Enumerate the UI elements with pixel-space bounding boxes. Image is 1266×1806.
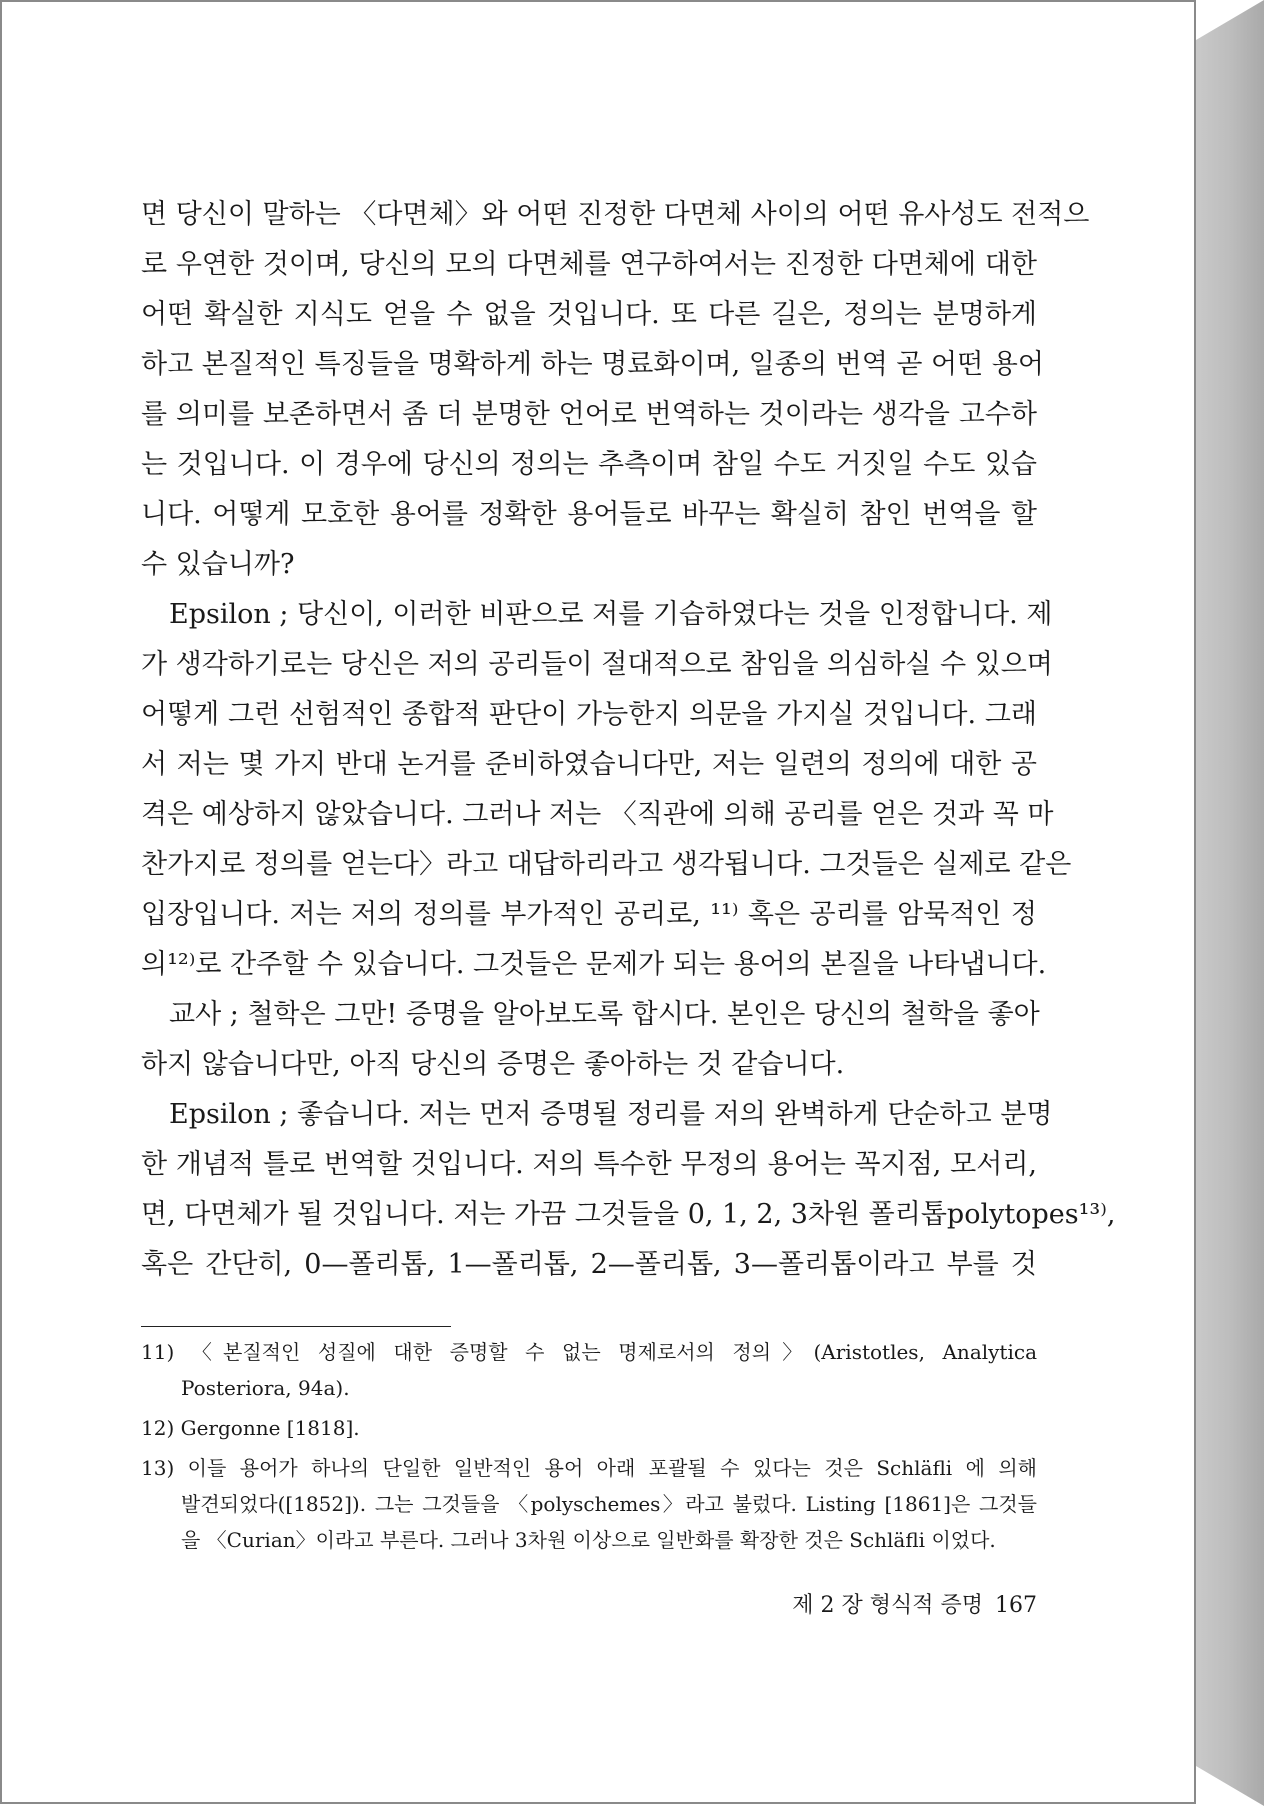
body-line: 찬가지로 정의를 얻는다〉라고 대답하리라고 생각됩니다. 그것들은 실제로 같은 <box>141 849 1072 880</box>
body-line: 의¹²⁾로 간주할 수 있습니다. 그것들은 문제가 되는 용어의 본질을 나타냅니다. <box>141 949 1047 980</box>
body-line: 입장입니다. 저는 저의 정의를 부가적인 공리로, ¹¹⁾ 혹은 공리를 암묵적인 정 <box>141 899 1037 930</box>
page-edge-corner-bottom <box>1196 1766 1264 1806</box>
footnote-rule <box>141 1326 451 1327</box>
page-edge-corner-top <box>1196 0 1264 40</box>
body-line: 를 의미를 보존하면서 좀 더 분명한 언어로 번역하는 것이라는 생각을 고수하 <box>141 399 1037 430</box>
chapter-title: 제 2 장 형식적 증명 <box>792 1593 983 1618</box>
body-line: 수 있습니까? <box>141 549 295 580</box>
body-line: 서 저는 몇 가지 반대 논거를 준비하였습니다만, 저는 일련의 정의에 대한 공 <box>141 749 1037 780</box>
page-edge-shadow <box>1196 0 1264 1806</box>
body-line: 로 우연한 것이며, 당신의 모의 다면체를 연구하여서는 진정한 다면체에 대한 <box>141 249 1037 280</box>
footnote-13-cont: 을 〈Curian〉이라고 부른다. 그러나 3차원 이상으로 일반화를 확장한 것은 Schläfli 이었다. <box>181 1528 996 1552</box>
footnote-12: 12) Gergonne [1818]. <box>141 1416 360 1440</box>
body-line: 가 생각하기로는 당신은 저의 공리들이 절대적으로 참임을 의심하실 수 있으며 <box>141 649 1053 680</box>
page-number: 167 <box>995 1593 1037 1618</box>
running-footer <box>680 1586 1037 1626</box>
body-text <box>141 190 1116 1290</box>
footnotes <box>141 1334 1037 1558</box>
body-line: 니다. 어떻게 모호한 용어를 정확한 용어들로 바꾸는 확실히 참인 번역을 할 <box>141 499 1037 530</box>
body-line: 어떻게 그런 선험적인 종합적 판단이 가능한지 의문을 가지실 것입니다. 그래 <box>141 699 1037 730</box>
body-line: 혹은 간단히, 0—폴리톱, 1—폴리톱, 2—폴리톱, 3—폴리톱이라고 부를 것 <box>141 1249 1037 1280</box>
body-line: 하지 않습니다만, 아직 당신의 증명은 좋아하는 것 같습니다. <box>141 1049 845 1080</box>
footnote-13-cont: 발견되었다([1852]). 그는 그것들을 〈polyschemes〉라고 불렀다. Listing [1861]은 그것들 <box>181 1492 1037 1516</box>
body-line: 는 것입니다. 이 경우에 당신의 정의는 추측이며 참일 수도 거짓일 수도 있습 <box>141 449 1037 480</box>
footnote-13: 13) 이들 용어가 하나의 단일한 일반적인 용어 아래 포괄될 수 있다는 것은 Schläfli 에 의해 <box>141 1456 1037 1480</box>
footnote-11-cont: Posteriora, 94a). <box>181 1376 350 1400</box>
body-line: 한 개념적 틀로 번역할 것입니다. 저의 특수한 무정의 용어는 꼭지점, 모서리, <box>141 1149 1037 1180</box>
footnote-11: 11) 〈본질적인 성질에 대한 증명할 수 없는 명제로서의 정의〉(Aristotles, Analytica <box>141 1340 1037 1364</box>
body-line: 격은 예상하지 않았습니다. 그러나 저는 〈직관에 의해 공리를 얻은 것과 꼭 마 <box>141 799 1054 830</box>
body-line: Epsilon ; 좋습니다. 저는 먼저 증명될 정리를 저의 완벽하게 단순하고 분명 <box>169 1099 1053 1130</box>
body-line: 하고 본질적인 특징들을 명확하게 하는 명료화이며, 일종의 번역 곧 어떤 용어 <box>141 349 1044 380</box>
body-line: 면 당신이 말하는 〈다면체〉와 어떤 진정한 다면체 사이의 어떤 유사성도 전적으 <box>141 199 1090 230</box>
body-line: 교사 ; 철학은 그만! 증명을 알아보도록 합시다. 본인은 당신의 철학을 좋아 <box>169 999 1040 1030</box>
body-line: Epsilon ; 당신이, 이러한 비판으로 저를 기습하였다는 것을 인정합니다. 제 <box>169 599 1053 630</box>
body-line: 어떤 확실한 지식도 얻을 수 없을 것입니다. 또 다른 길은, 정의는 분명하게 <box>141 299 1037 330</box>
body-line: 면, 다면체가 될 것입니다. 저는 가끔 그것들을 0, 1, 2, 3차원 폴리톱polytopes¹³⁾, <box>141 1199 1116 1230</box>
